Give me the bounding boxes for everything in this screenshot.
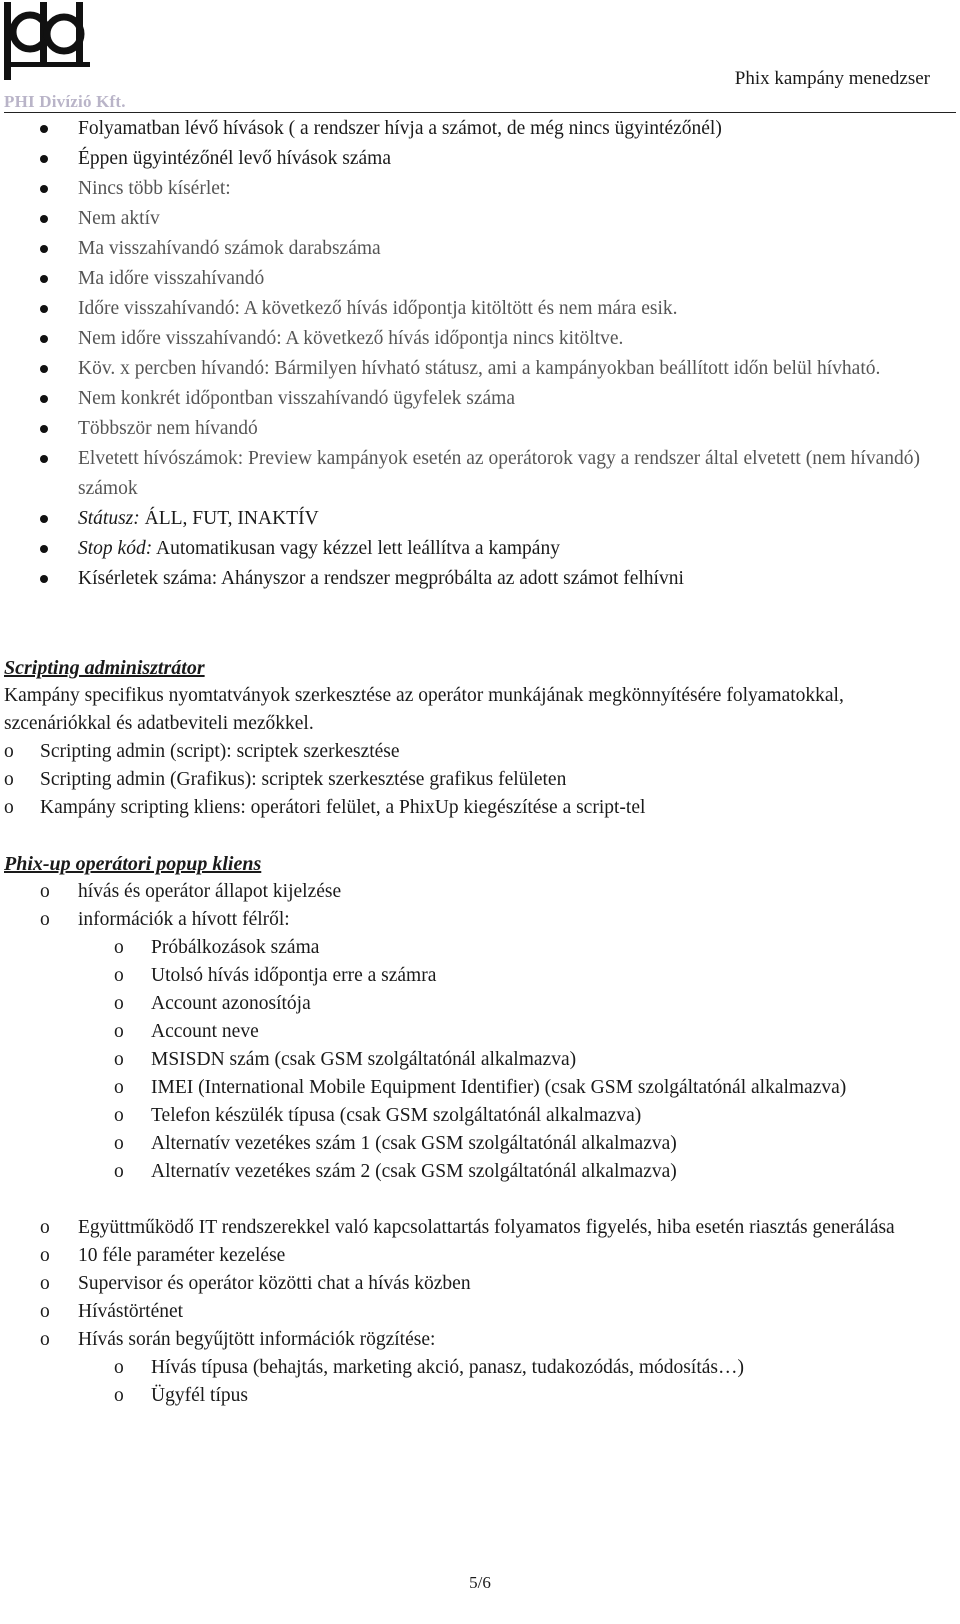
list-marker: o [114, 1357, 124, 1378]
list-item-text: információk a hívott félről: [78, 909, 290, 930]
bullet-text: Folyamatban lévő hívások ( a rendszer hívja a számot, de még nincs ügyintézőnél) [78, 118, 722, 139]
list-item [0, 962, 960, 990]
bullet-icon [40, 395, 48, 403]
bullet-item [0, 204, 960, 234]
bullet-icon [40, 185, 48, 193]
list-item-text: Account azonosítója [151, 993, 311, 1014]
bullet-icon [40, 305, 48, 313]
list-item-text: Próbálkozások száma [151, 937, 320, 958]
bullet-text: Stop kód: [78, 538, 153, 559]
phixup-section-title: Phix-up operátori popup kliens [4, 853, 262, 875]
list-marker: o [40, 1329, 50, 1350]
list-item [0, 878, 960, 906]
bullet-text: Elvetett hívószámok: Preview kampányok esetén az operátorok vagy a rendszer által elvetett (nem hívandó) számok [78, 448, 920, 499]
bullet-item [0, 534, 960, 564]
list-marker: o [40, 1273, 50, 1294]
list-item-text: Utolsó hívás időpontja erre a számra [151, 965, 437, 986]
list-marker: o [4, 769, 14, 790]
phixup-list [0, 878, 960, 1186]
list-item-text: Ügyfél típus [151, 1385, 248, 1406]
list-item [0, 1018, 960, 1046]
list-marker: o [40, 881, 50, 902]
list-item [0, 1130, 960, 1158]
bullet-text: Nem konkrét időpontban visszahívandó ügyfelek száma [78, 388, 516, 409]
list-item-text: IMEI (International Mobile Equipment Identifier) (csak GSM szolgáltatónál alkalmazva) [151, 1077, 847, 1098]
list-marker: o [114, 1077, 124, 1098]
list-item-text: Alternatív vezetékes szám 1 (csak GSM szolgáltatónál alkalmazva) [151, 1133, 677, 1154]
scripting-list [0, 738, 960, 822]
list-marker: o [114, 1021, 124, 1042]
list-item [0, 1326, 960, 1354]
phi-logo-icon [4, 2, 90, 80]
list-item-text: Együttműködő IT rendszerekkel való kapcsolattartás folyamatos figyelés, hiba esetén riasztás generálása [78, 1217, 895, 1238]
list-item [0, 1074, 960, 1102]
bullet-item [0, 444, 960, 504]
bullet-text: Köv. x percben hívandó: Bármilyen hívható státusz, ami a kampányokban beállított időn belül hívható. [78, 358, 881, 379]
list-item-text: Scripting admin (script): scriptek szerkesztése [40, 741, 400, 762]
bullet-text: Státusz: [78, 508, 140, 529]
list-marker: o [114, 1049, 124, 1070]
list-marker: o [114, 1385, 124, 1406]
list-item [0, 934, 960, 962]
bullet-text: Nincs több kísérlet: [78, 178, 231, 199]
bullet-item [0, 144, 960, 174]
bullet-icon [40, 455, 48, 463]
list-item [0, 794, 960, 822]
list-marker: o [114, 965, 124, 986]
bullet-icon [40, 275, 48, 283]
bullet-icon [40, 215, 48, 223]
list-item-text: 10 féle paraméter kezelése [78, 1245, 286, 1266]
bullet-text: Nem aktív [78, 208, 160, 229]
list-item [0, 1046, 960, 1074]
list-item-text: Supervisor és operátor közötti chat a hívás közben [78, 1273, 471, 1294]
list-item [0, 1270, 960, 1298]
bullet-item [0, 564, 960, 594]
bullet-item [0, 174, 960, 204]
bullet-icon [40, 125, 48, 133]
bullet-item [0, 384, 960, 414]
list-item [0, 1298, 960, 1326]
list-item [0, 1158, 960, 1186]
list-item [0, 766, 960, 794]
list-item [0, 1382, 960, 1410]
bullet-text: Nem időre visszahívandó: A következő hívás időpontja nincs kitöltve. [78, 328, 624, 349]
bullet-text: Ma visszahívandó számok darabszáma [78, 238, 381, 259]
page-number: 5/6 [469, 1573, 491, 1592]
list-marker: o [4, 797, 14, 818]
list-marker: o [114, 993, 124, 1014]
list-item-text: Kampány scripting kliens: operátori felület, a PhixUp kiegészítése a script-tel [40, 797, 646, 818]
company-name: PHI Divízió Kft. [4, 92, 126, 111]
header-divider [4, 112, 956, 113]
list-item [0, 1242, 960, 1270]
bullet-icon [40, 335, 48, 343]
list-marker: o [40, 1301, 50, 1322]
page-header [0, 0, 960, 112]
bullet-item [0, 234, 960, 264]
bullet-icon [40, 245, 48, 253]
status-bullet-list [0, 114, 960, 594]
list-marker: o [114, 1105, 124, 1126]
list-marker: o [114, 1161, 124, 1182]
bullet-icon [40, 365, 48, 373]
list-item-text: Hívás típusa (behajtás, marketing akció, panasz, tudakozódás, módosítás…) [151, 1357, 744, 1378]
list-item-text: Account neve [151, 1021, 259, 1042]
bullet-item [0, 264, 960, 294]
bullet-icon [40, 515, 48, 523]
list-marker: o [40, 1217, 50, 1238]
features-list [0, 1214, 960, 1410]
list-item [0, 906, 960, 934]
list-item [0, 1354, 960, 1382]
list-item [0, 1102, 960, 1130]
bullet-item [0, 114, 960, 144]
list-item-text: Scripting admin (Grafikus): scriptek szerkesztése grafikus felületen [40, 769, 567, 790]
list-marker: o [40, 1245, 50, 1266]
bullet-icon [40, 575, 48, 583]
scripting-description: Kampány specifikus nyomtatványok szerkesztése az operátor munkájának megkönnyítésére folyamatokkal, szcenáriókkal és adatbeviteli mezőkkel. [4, 685, 844, 734]
bullet-text: Többször nem hívandó [78, 418, 258, 439]
bullet-item [0, 504, 960, 534]
list-item-text: Alternatív vezetékes szám 2 (csak GSM szolgáltatónál alkalmazva) [151, 1161, 677, 1182]
list-marker: o [114, 937, 124, 958]
bullet-text: Időre visszahívandó: A következő hívás időpontja kitöltött és nem mára esik. [78, 298, 678, 319]
bullet-text: Ma időre visszahívandó [78, 268, 265, 289]
bullet-text: Automatikusan vagy kézzel lett leállítva a kampány [152, 538, 560, 559]
list-marker: o [40, 909, 50, 930]
list-item-text: Telefon készülék típusa (csak GSM szolgáltatónál alkalmazva) [151, 1105, 642, 1126]
bullet-icon [40, 155, 48, 163]
bullet-icon [40, 545, 48, 553]
bullet-item [0, 294, 960, 324]
document-title: Phix kampány menedzser [734, 68, 930, 89]
list-item [0, 738, 960, 766]
bullet-text: ÁLL, FUT, INAKTÍV [139, 508, 319, 529]
bullet-text: Kísérletek száma: Ahányszor a rendszer megpróbálta az adott számot felhívni [78, 568, 684, 589]
list-marker: o [4, 741, 14, 762]
bullet-item [0, 414, 960, 444]
bullet-icon [40, 425, 48, 433]
bullet-item [0, 324, 960, 354]
list-item-text: Hívástörténet [78, 1301, 184, 1322]
list-item-text: Hívás során begyűjtött információk rögzítése: [78, 1329, 436, 1350]
list-item-text: MSISDN szám (csak GSM szolgáltatónál alkalmazva) [151, 1049, 577, 1070]
list-item [0, 990, 960, 1018]
bullet-text: Éppen ügyintézőnél levő hívások száma [78, 148, 391, 169]
list-item-text: hívás és operátor állapot kijelzése [78, 881, 342, 902]
bullet-item [0, 354, 960, 384]
page-content [0, 114, 960, 1410]
scripting-section-title: Scripting adminisztrátor [4, 657, 205, 679]
list-marker: o [114, 1133, 124, 1154]
list-item [0, 1214, 960, 1242]
